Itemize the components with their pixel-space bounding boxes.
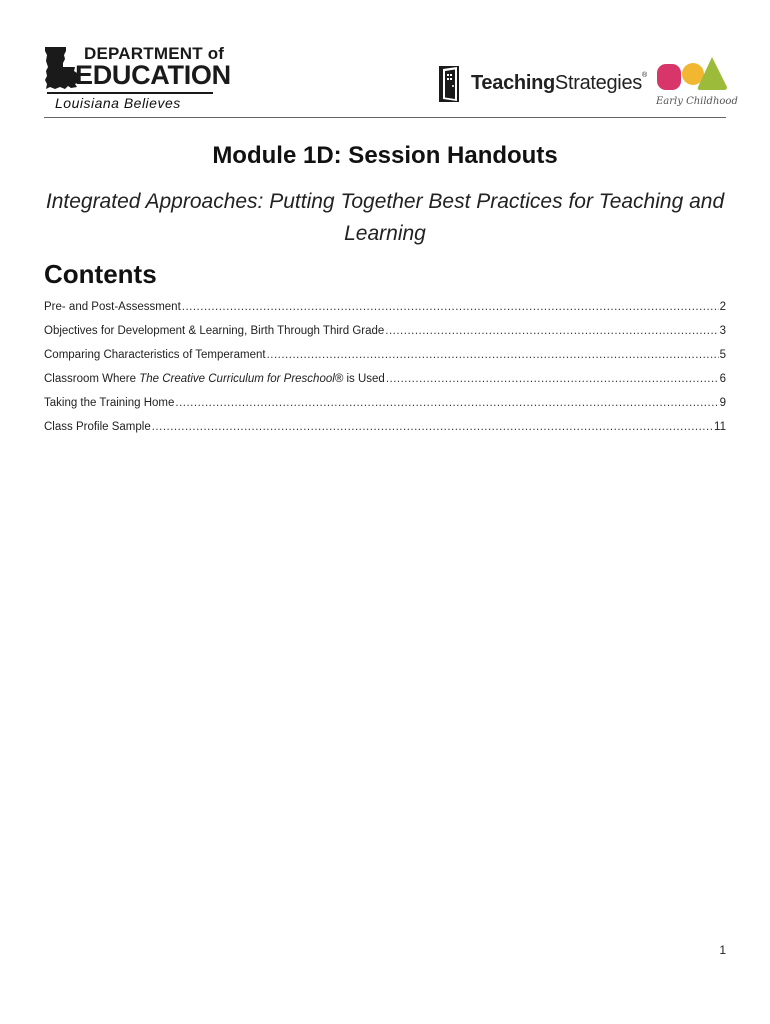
- toc-item-title: Pre- and Post-Assessment: [44, 301, 181, 313]
- toc-item-page: 6: [719, 373, 726, 385]
- toc-item[interactable]: [44, 349, 726, 373]
- page-title: Module 1D: Session Handouts: [212, 142, 558, 169]
- toc-item-title: Class Profile Sample: [44, 421, 151, 433]
- doe-logo-tagline: Louisiana Believes: [47, 92, 213, 112]
- ts-registered-mark: ®: [641, 72, 647, 79]
- doe-logo-line1: DEPARTMENT of: [84, 44, 225, 63]
- table-of-contents: [44, 301, 726, 445]
- page-number: 1: [719, 943, 726, 957]
- page-header: [44, 40, 738, 118]
- early-childhood-shapes-icon: [654, 54, 728, 94]
- doe-logo-line2: EDUCATION: [75, 60, 231, 90]
- door-icon: [439, 66, 463, 104]
- toc-leader: [385, 325, 718, 337]
- toc-leader: [182, 301, 719, 313]
- early-childhood-script: Early Childhood: [656, 96, 738, 107]
- teaching-strategies-logo: [439, 66, 654, 102]
- toc-item[interactable]: [44, 421, 726, 445]
- toc-item-page: 9: [719, 397, 726, 409]
- toc-leader: [152, 421, 713, 433]
- toc-item-page: 5: [719, 349, 726, 361]
- toc-item-title: Classroom Where The Creative Curriculum for Preschool® is Used: [44, 373, 385, 385]
- toc-item[interactable]: [44, 301, 726, 325]
- toc-item[interactable]: [44, 397, 726, 421]
- toc-leader: [267, 349, 719, 361]
- contents-heading: Contents: [44, 259, 157, 289]
- toc-item-title: Objectives for Development & Learning, Birth Through Third Grade: [44, 325, 385, 337]
- toc-item-page: 2: [719, 301, 726, 313]
- toc-leader: [175, 397, 718, 409]
- teaching-strategies-wordmark: [471, 72, 647, 95]
- page-subtitle: Integrated Approaches: Putting Together Best Practices for Teaching and Learning: [45, 190, 725, 245]
- doe-logo: [44, 44, 231, 114]
- ts-wordmark-regular: Strategies: [554, 72, 642, 94]
- toc-item-page: 3: [719, 325, 726, 337]
- toc-item-title: Taking the Training Home: [44, 397, 175, 409]
- ts-wordmark-bold: Teaching: [471, 72, 555, 94]
- early-childhood-logo: [654, 54, 738, 116]
- header-divider: [44, 117, 726, 118]
- toc-item-title: Comparing Characteristics of Temperament: [44, 349, 266, 361]
- toc-item[interactable]: [44, 373, 726, 397]
- toc-item[interactable]: [44, 325, 726, 349]
- toc-leader: [386, 373, 719, 385]
- toc-item-page: 11: [714, 421, 726, 433]
